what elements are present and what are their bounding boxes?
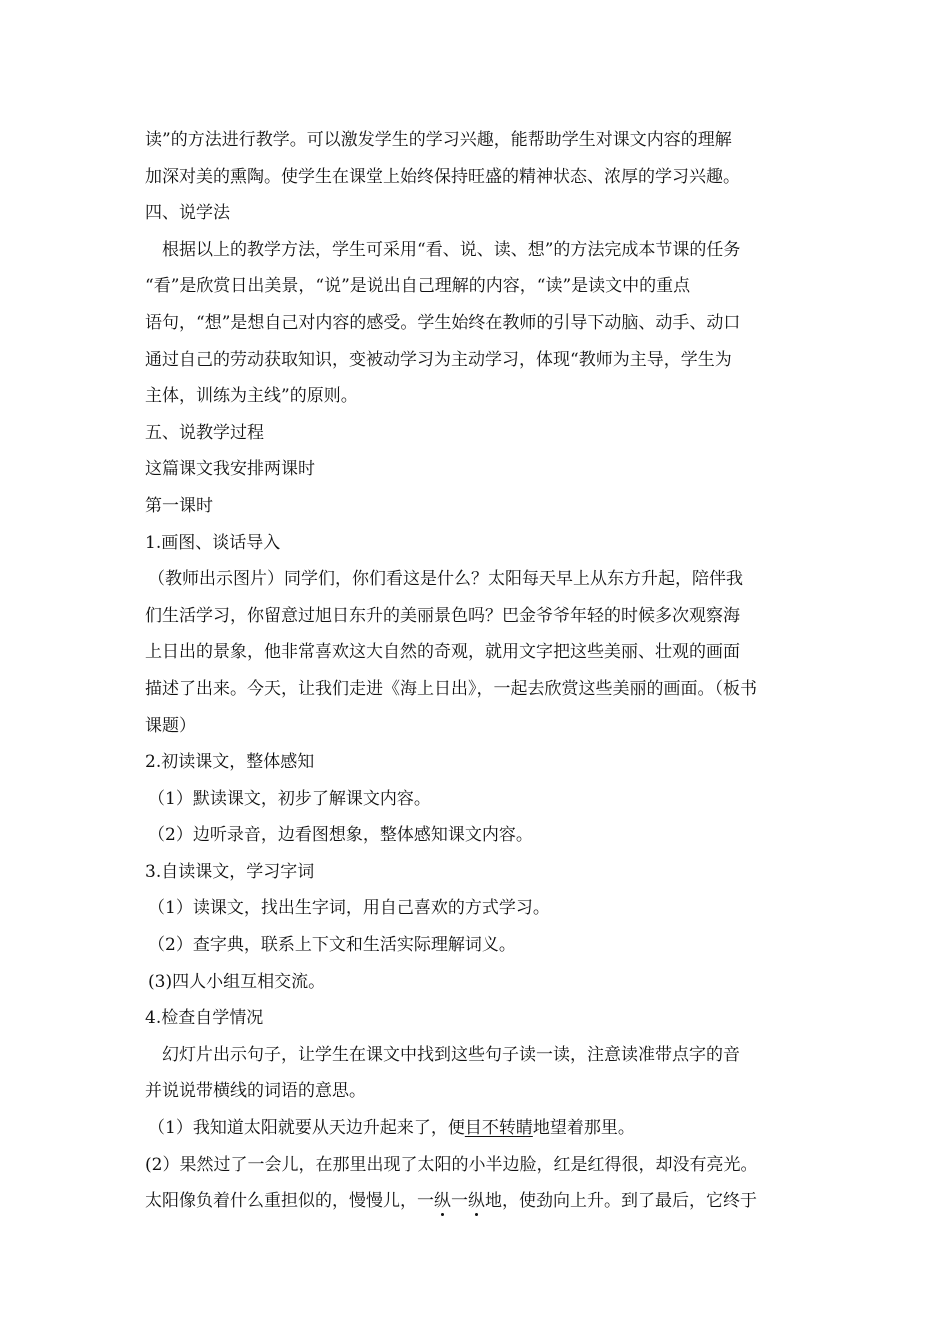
- sentence-text: 一: [451, 1191, 468, 1212]
- document-body: [145, 122, 810, 1220]
- paragraph-line: 加深对美的熏陶。使学生在课堂上始终保持旺盛的精神状态、浓厚的学习兴趣。: [145, 166, 740, 187]
- paragraph-line: “看”是欣赏日出美景，“说”是说出自己理解的内容，“读”是读文中的重点: [145, 276, 691, 297]
- sentence-text: 地，使劲向上升。到了最后，它终于: [485, 1191, 757, 1212]
- paragraph-line: 语句，“想”是想自己对内容的感受。学生始终在教师的引导下动脑、动手、动口: [145, 312, 741, 333]
- paragraph-line: 们生活学习，你留意过旭日东升的美丽景色吗？巴金爷爷年轻的时候多次观察海: [145, 605, 740, 626]
- sentence-text: 地望着那里。: [532, 1118, 635, 1139]
- section-heading: 五、说教学过程: [145, 422, 264, 443]
- paragraph-line: 主体，训练为主线”的原则。: [145, 386, 358, 407]
- paragraph-line: 并说说带横线的词语的意思。: [145, 1081, 366, 1102]
- dotted-character: 纵: [468, 1191, 485, 1212]
- list-item: （1）读课文，找出生字词，用自己喜欢的方式学习。: [148, 898, 550, 919]
- paragraph-line: 这篇课文我安排两课时: [145, 459, 315, 480]
- example-sentence-2: (2）果然过了一会儿，在那里出现了太阳的小半边脸，红是红得很，却没有亮光。: [145, 1154, 758, 1175]
- step-heading: 1.画图、谈话导入: [145, 532, 281, 553]
- step-heading: 3.自读课文，学习字词: [145, 861, 315, 882]
- list-item: (3)四人小组互相交流。: [148, 971, 326, 992]
- paragraph-line: 根据以上的教学方法，学生可采用“看、说、读、想”的方法完成本节课的任务: [162, 239, 741, 260]
- dotted-character: 纵: [434, 1191, 451, 1212]
- paragraph-line: 描述了出来。今天，让我们走进《海上日出》，一起去欣赏这些美丽的画面。（板书: [145, 678, 757, 699]
- paragraph-line: （教师出示图片）同学们，你们看这是什么？太阳每天早上从东方升起，陪伴我: [148, 569, 743, 590]
- paragraph-line: 通过自己的劳动获取知识，变被动学习为主动学习，体现“教师为主导，学生为: [145, 349, 732, 370]
- paragraph-line: 读”的方法进行教学。可以激发学生的学习兴趣，能帮助学生对课文内容的理解: [145, 130, 732, 150]
- paragraph-line: 课题）: [145, 715, 196, 736]
- list-item: （1）默读课文，初步了解课文内容。: [148, 788, 431, 809]
- example-sentence-1: [145, 1110, 810, 1147]
- example-sentence-2-continued: [145, 1183, 810, 1220]
- paragraph-line: 上日出的景象，他非常喜欢这大自然的奇观，就用文字把这些美丽、壮观的画面: [145, 642, 740, 663]
- paragraph-line: 幻灯片出示句子，让学生在课文中找到这些句子读一读，注意读准带点字的音: [162, 1044, 740, 1065]
- section-heading: 四、说学法: [145, 203, 230, 224]
- list-item: （2）查字典，联系上下文和生活实际理解词义。: [148, 935, 516, 956]
- step-heading: 4.检查自学情况: [145, 1008, 264, 1029]
- underlined-word: 目不转睛: [464, 1118, 533, 1139]
- sentence-text: 太阳像负着什么重担似的，慢慢儿，一: [145, 1191, 434, 1212]
- step-heading: 2.初读课文，整体感知: [145, 752, 315, 773]
- sentence-text: （1）我知道太阳就要从天边升起来了，便: [148, 1118, 465, 1139]
- subheading: 第一课时: [145, 495, 213, 516]
- list-item: （2）边听录音，边看图想象，整体感知课文内容。: [148, 825, 533, 846]
